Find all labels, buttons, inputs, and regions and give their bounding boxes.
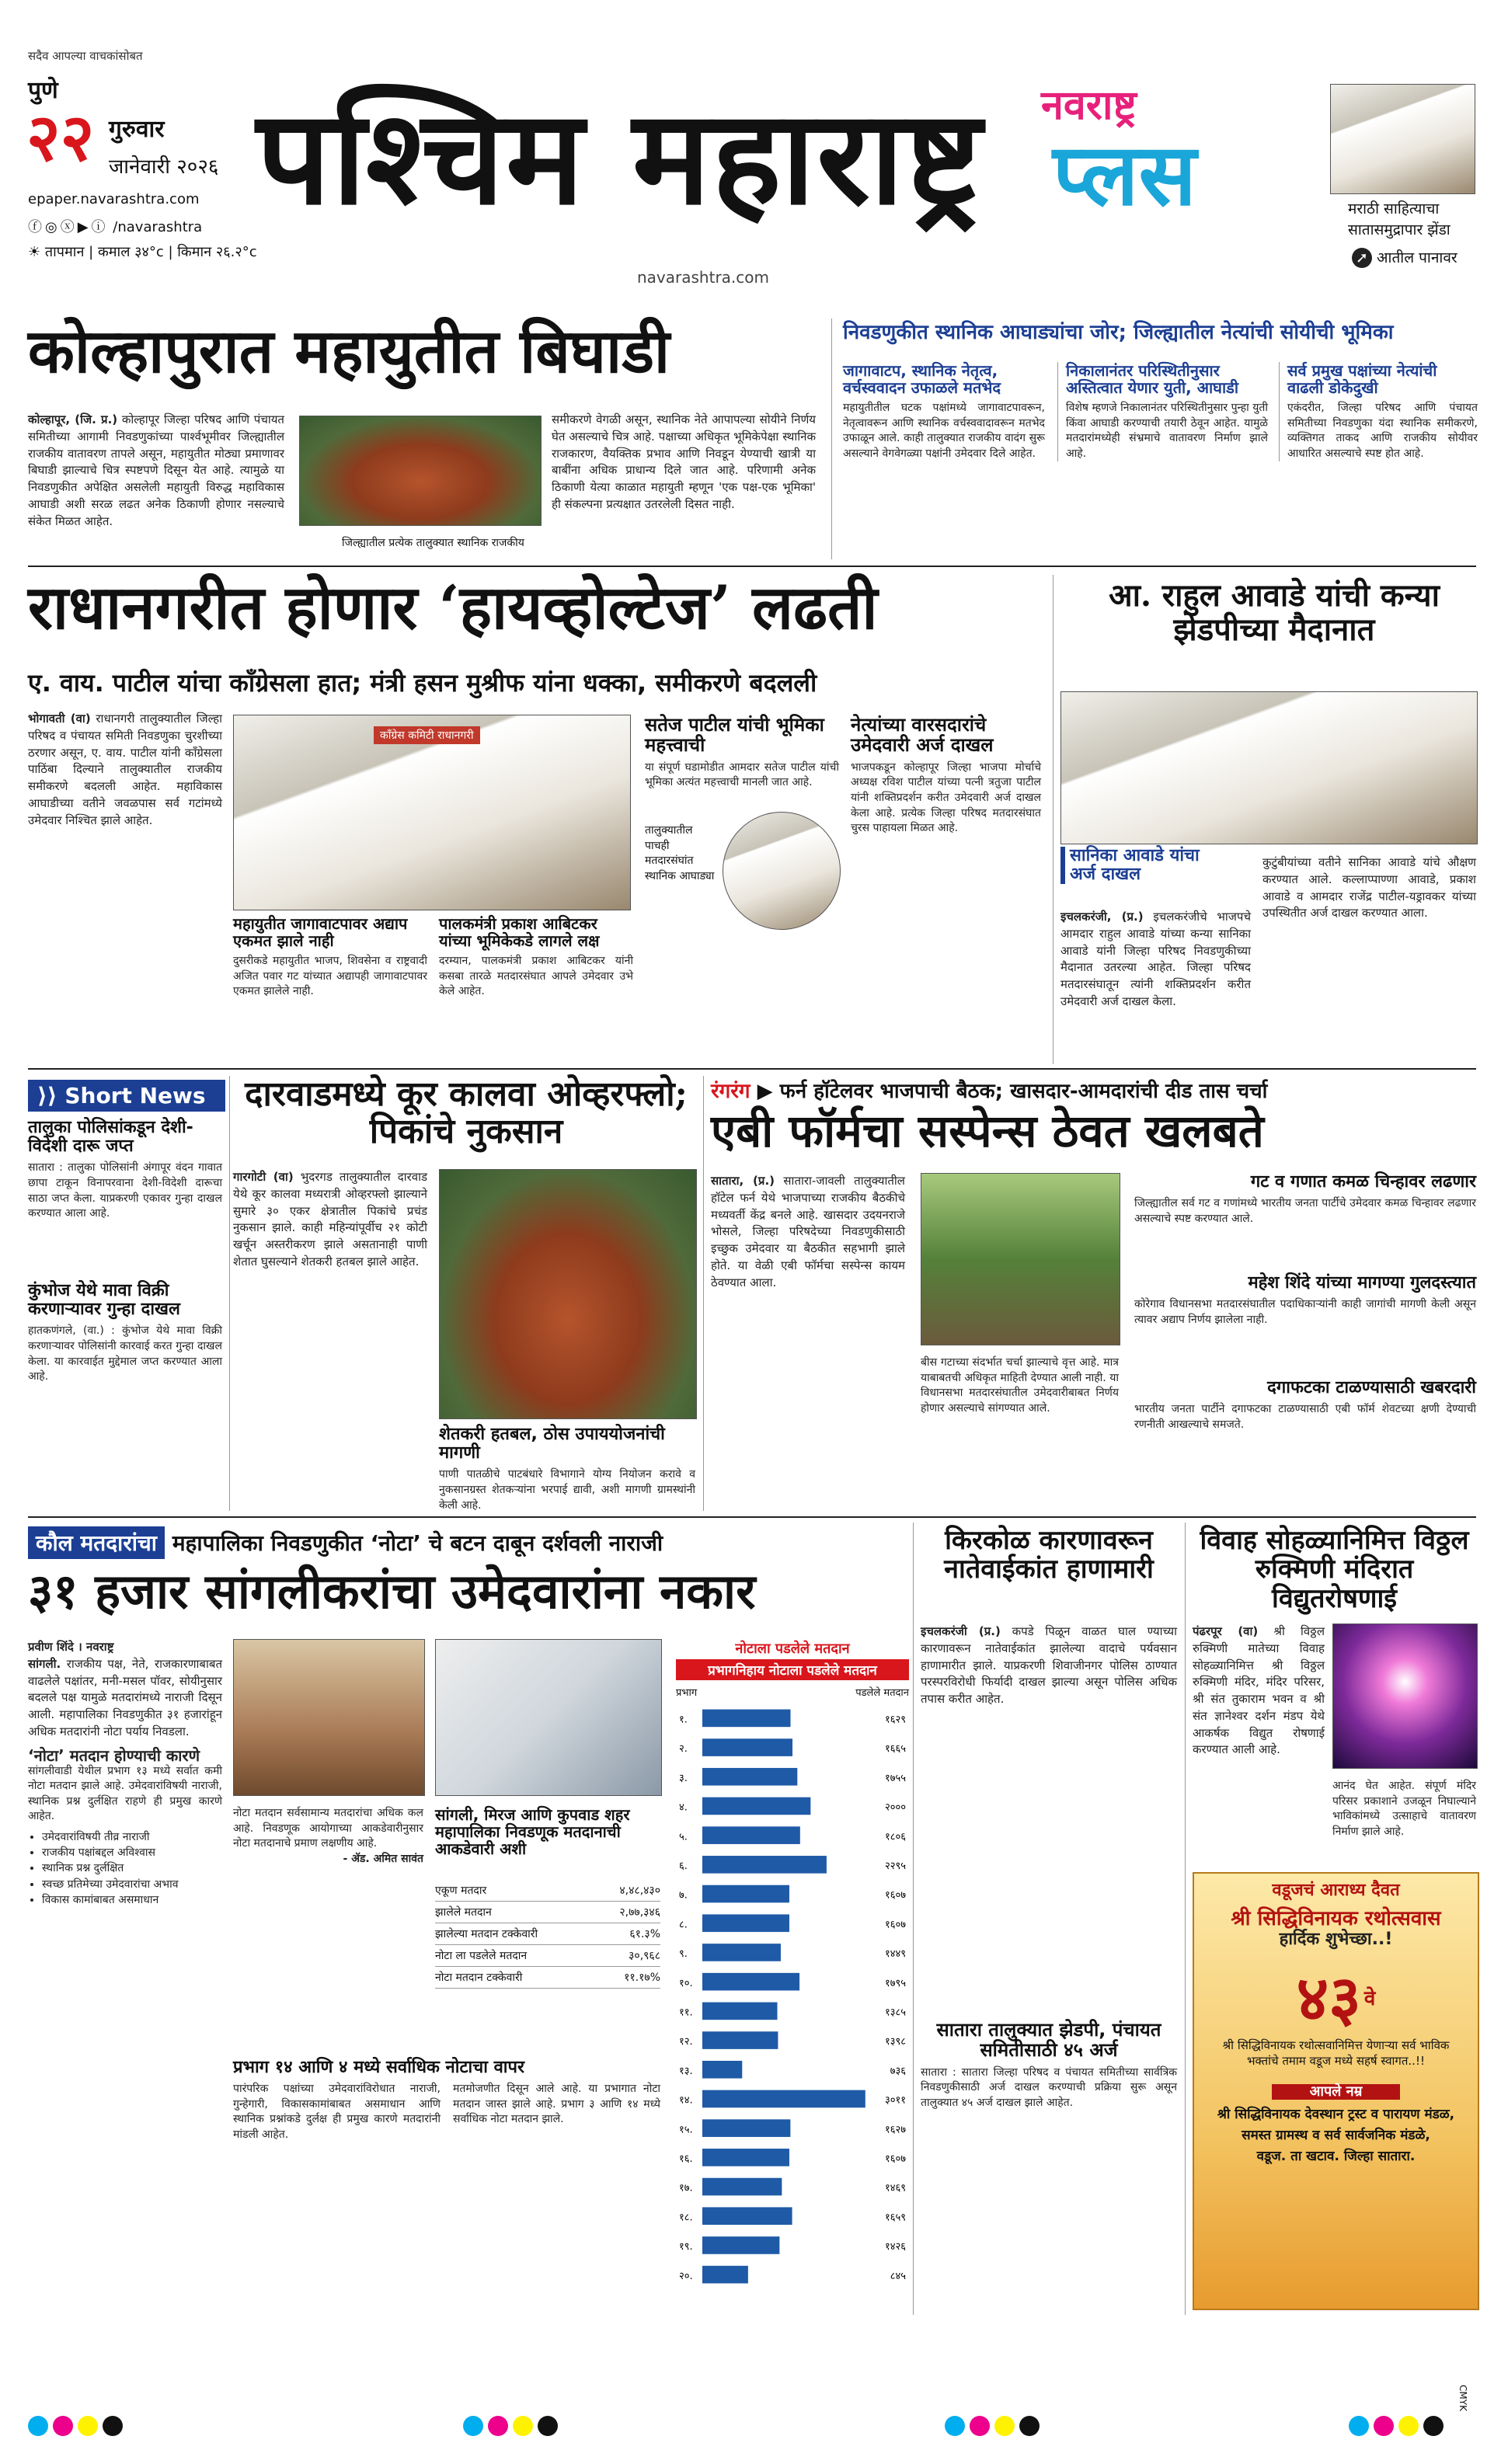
ab-r1-body: जिल्ह्यातील सर्व गट व गणांमध्ये भारतीय जनता पार्टीचे उमेदवार कमळ चिन्हावर लढणार असल्याचे स्पष्ट करण्यात आले. [1134,1197,1476,1225]
ab-kicker-icon: ▶ [757,1080,773,1103]
ab-body-text: सातारा-जावली तालुक्यातील हॉटेल फर्न येथे भाजपाच्या राजकीय बैठकीचे मध्यवर्ती केंद्र बनले आहे. खासदार उदयनराजे भोसले, जिल्हा परिषदेच्या निवडणुकीसाठी इच्छुक उमेदवार या बैठकीत सहभागी झाले होते. या वेळी एबी फॉर्मचा सस्पेन्स कायम ठेवण्यात आला. [711,1174,905,1289]
edition-city: पुणे [28,77,58,104]
cmyk-label: CMYK [1457,2385,1468,2411]
nota-sub2-cols [233,2082,660,2142]
chart-value-label: १३८५ [884,2006,906,2019]
satej-caption: तालुक्यातील पाचही मतदारसंघांत स्थानिक आघाड्या [645,824,715,882]
column-rule [1185,1523,1186,2315]
chart-category-label: ५. [679,1831,688,1843]
chart-category-label: १६. [679,2153,693,2166]
table-row [435,1945,660,1967]
chart-bar [702,2266,748,2284]
local-col-3-body: एकंदरीत, जिल्हा परिषद आणि पंचायत समितीच्या निवडणुका यंदा स्थानिक समीकरणे, व्यक्तिगत ताकद आणि राजकीय सोयीवर आधारित असल्याचे स्पष्ट होत आहे. [1287,402,1478,460]
darwad-headline: दारवाडमध्ये कूर कालवा ओव्हरफ्लो; पिकांचे नुकसान [245,1074,688,1152]
chart-category-label: १५. [679,2124,693,2136]
ab-photo [921,1173,1120,1345]
satej-body: या संपूर्ण घडामोडीत आमदार सतेज पाटील यांची भूमिका अत्यंत महत्त्वाची मानली जात आहे. [645,760,839,789]
warsdar-body: भाजपकडून कोल्हापूर जिल्हा भाजपा मोर्चाचे अध्यक्ष रविश पाटील यांच्या पत्नी त्रतुजा पाटील यांनी शक्तिप्रदर्शन करीत उमेदवारी अर्ज दाखल केला आहे. प्रत्येक जिल्हा परिषद मतदारसंघात चुरस पाहायला मिळत आहे. [851,760,1041,835]
vitthal-photo [1332,1624,1478,1769]
nota-headline: ३१ हजार सांगलीकरांचा उमेदवारांना नकार [28,1563,756,1620]
stat-label: झालेले मतदान [435,1906,492,1919]
ab-right-2 [1134,1274,1476,1328]
ab-r2-body: कोरेगाव विधानसभा मतदारसंघातील पदाधिकाऱ्यांनी काही जागांची मागणी केली असून त्यावर अद्याप निर्णय झालेला नाही. [1134,1298,1476,1326]
nota-kicker-row [28,1526,663,1559]
chart-xlabel: पडलेले मतदान [855,1687,909,1699]
chart-axis-labels [676,1685,909,1699]
table-row [435,1880,660,1902]
radhanagari-subhead: ए. वाय. पाटील यांचा काँग्रेसला हात; मंत्री हसन मुश्रीफ यांना धक्का, समीकरणे बदलली [28,668,817,698]
stat-label: नोटा ला पडलेले मतदान [435,1950,528,1962]
ad-org2: समस्त ग्रामस्थ व सर्व सार्वजनिक मंडळे, [1242,2127,1430,2143]
darwad-sub-body: पाणी पातळीचे पाटबंधारे विभागाने योग्य नियोजन करावे व नुकसानग्रस्त शेतकऱ्यांना भरपाई द्यावी, अशी मागणी ग्रामस्थांनी केली आहे. [439,1468,695,1512]
short-news-item-2 [28,1282,222,1385]
ab-right-3 [1134,1379,1476,1432]
kirkol-dateline: इचलकरंजी (प्र.) [921,1624,1001,1638]
chart-bar [702,1768,797,1786]
chart-value-label: १६६५ [884,1743,906,1756]
ab-r1-head: गट व गणात कमळ चिन्हावर लढणार [1250,1172,1476,1192]
ad-title: श्री सिद्धिविनायक रथोत्सवास [1231,1907,1441,1931]
ab-right-1 [1134,1173,1476,1227]
vitthal-body [1193,1624,1325,1759]
reg-marks-left [28,2416,127,2439]
warsdar-head: नेत्यांच्या वारसदारांचे उमेदवारी अर्ज दाखल [851,714,994,757]
nota-mid-body [233,1806,423,1867]
chart-category-label: ४. [679,1801,688,1814]
radhanagari-dateline: भोगावती (वा) [28,712,91,726]
weather-label: तापमान [44,244,85,260]
ab-r3-body: भारतीय जनता पार्टीने दगाफटका टाळण्यासाठी एबी फॉर्म शेवटच्या क्षणी देण्याची रणनीती आखल्याचे समजते. [1134,1403,1476,1431]
chart-bar [702,2119,790,2137]
chart-value-label: १४६९ [884,2182,906,2194]
footer-registration [28,2385,1476,2447]
promo-photo [1330,84,1475,194]
chart-category-label: २. [679,1743,688,1756]
nota-stats-title: सांगली, मिरज आणि कुपवाड शहर महापालिका निवडणूक मतदानाची आकडेवारी अशी [435,1805,630,1858]
short-1-head: तालुका पोलिसांकडून देशी-विदेशी दारू जप्त [28,1118,193,1157]
column-rule [703,1076,704,1511]
chart-value-label: ७३६ [890,2065,906,2077]
stat-value: २,७७,३४६ [619,1906,660,1919]
nota-sub-head: ‘नोटा’ मतदान होण्याची कारणे [28,1745,200,1765]
chart-bar [702,2061,742,2079]
nota-mid-text: नोटा मतदान सर्वसामान्य मतदारांचा अधिक कल आहे. निवडणूक आयोगाच्या आकडेवारीनुसार नोटा मतदानाचे प्रमाण लक्षणीय आहे. [233,1807,423,1850]
nota-reasons [42,1829,222,1908]
darwad-dateline: गारगोटी (वा) [233,1170,294,1184]
satej-box [645,715,839,791]
brand-bottom: प्लस [1053,125,1196,224]
darwad-body-text: भुदरगड तालुक्यातील दारवाड येथे कूर कालवा मध्यरात्री ओव्हरफ्लो झाल्याने सुमारे ३० एकर क्षेत्रातील पिकांचे प्रचंड नुकसान झाले. काही महिन्यांपूर्वीच २१ कोटी खर्चून अस्तरीकरण झाले असतानाही पाणी शेतात घुसल्याने शेतकरी हतबल झाले आहेत. [233,1170,427,1269]
chart-category-label: ९. [679,1948,688,1961]
chart-value-label: १३९८ [884,2036,906,2048]
warsdar-box [851,715,1041,837]
local-col-2 [1057,362,1268,461]
chart-bar [702,1914,789,1932]
ad-org: श्री सिद्धिविनायक देवस्थान ट्रस्ट व पारायण मंडळ, [1217,2106,1455,2122]
awade-body [1060,909,1251,1011]
awade-photo [1060,691,1478,844]
vitthal-headline: विवाह सोहळ्यानिमित्त विठ्ठल रुक्मिणी मंदिरात विद्युतरोषणाई [1200,1525,1469,1614]
chart-category-label: ८. [679,1919,688,1931]
chart-bar [702,1826,800,1844]
local-col-1 [843,362,1045,461]
local-box [831,318,1477,559]
kirkol-body [921,1624,1177,1708]
vitthal-body-b: आनंद घेत आहेत. संपूर्ण मंदिर परिसर प्रकाशाने उजळून निघाल्याने भाविकांमध्ये उत्साहाचे वातावरण निर्माण झाले आहे. [1332,1780,1476,1838]
radhanagari-sub1-body: दुसरीकडे महायुतीत भाजप, शिवसेना व राष्ट्रवादी अजित पवार गट यांच्यात अद्यापही जागावाटपावर एकमत झालेले नाही. [233,955,427,998]
table-row [435,1967,660,1989]
chart-subtitle: प्रभागनिहाय नोटाला पडलेले मतदान [676,1659,909,1680]
reg-marks-right [945,2416,1044,2439]
chart-category-label: १९. [679,2241,693,2253]
nota-body [28,1639,222,1908]
ad-year-label: वे [1363,1986,1376,2010]
ab-body [711,1173,905,1291]
vitthal-body-text: श्री विठ्ठल रुक्मिणी मातेच्या विवाह सोहळ्यानिमित्त श्री विठ्ठल रुक्मिणी मंदिर, मंदिर परिसर, श्री संत तुकाराम भवन व श्री संत ज्ञानेश्वर दर्शन मंडप येथे आकर्षक विद्युत रोषणाई करण्यात आली आहे. [1193,1624,1325,1757]
awade-body-text: इचलकरंजीचे भाजपचे आमदार राहुल आवाडे यांच्या कन्या सानिका आवाडे यांनी जिल्हा परिषद निवडणुकीच्या मैदानात उतरल्या आहेत. जिल्हा परिषद मतदारसंघातून त्यांनी शक्तिप्रदर्शन करीत उमेदवारी अर्ज दाखल केला. [1060,910,1251,1008]
list-item: • स्वच्छ प्रतिमेच्या उमेदवारांचा अभाव [42,1877,222,1892]
local-col-2-body: विशेष म्हणजे निकालानंतर परिस्थितीनुसार पुन्हा युती किंवा आघाडी करण्याची तयारी ठेवून आहेत. यामुळे मतदारांमध्येही संभ्रमाचे वातावरण निर्माण झाले आहे. [1066,402,1268,460]
kirkol-headline: किरकोळ कारणावरून नातेवाईकांत हाणामारी [944,1525,1154,1585]
satej-head: सतेज पाटील यांची भूमिका महत्त्वाची [645,714,824,757]
radhanagari-sub2 [439,915,633,1000]
site-url[interactable]: navarashtra.com [637,268,769,287]
ad-number-row [1194,1961,1478,2034]
chart-bar [702,1973,799,1991]
nota-sub2-body-b: मतमोजणीत दिसून आले आहे. या प्रभागात नोटा मतदान जास्त झाले आहे. प्रभाग ३ आणि १४ मध्ये सर्वाधिक नोटा मतदान झाले. [453,2083,660,2126]
ab-kicker: फर्न हॉटेलवर भाजपाची बैठक; खासदार-आमदारांची दीड तास चर्चा [779,1080,1268,1103]
edition-date-number: २२ [26,99,95,176]
chart-value-label: १६२७ [884,2124,906,2136]
chart-bar [702,2149,789,2166]
chart-bar [702,1856,827,1874]
radhanagari-body [28,711,222,829]
promo-link[interactable] [1352,247,1457,268]
weather-row: ☀ तापमान | कमाल ३४°c | किमान २६.२°c [28,244,257,260]
local-col-1-body: महायुतीतील घटक पक्षांमध्ये जागावाटपावरून, नेतृत्वावरून आणि स्थानिक वर्चस्ववादावरून मतभेद उफाळून आले. काही तालुक्यात राजकीय वादंग सुरू असल्याने वेगवेगळ्या पक्षांनी उमेदवार दिले आहेत. [843,402,1045,460]
masthead-tagline: सदैव आपल्या वाचकांसोबत [28,49,143,63]
chart-bar [702,2178,782,2196]
chart-value-label: १६२९ [884,1714,906,1726]
nota-sub2 [233,2059,660,2143]
chart-value-label: ८४५ [890,2270,906,2282]
chart-category-label: ३. [679,1772,688,1784]
lead-photo [299,416,542,526]
promo-caption-2: सातासमुद्रापार झेंडा [1348,221,1451,238]
chart-bar [702,2090,865,2108]
chart-category-label: १३. [679,2065,693,2077]
chart-value-label: २००० [884,1801,906,1814]
list-item: • स्थानिक प्रश्न दुर्लक्षित [42,1860,222,1876]
divider [28,1516,1476,1518]
chart-bar [702,1710,791,1728]
kirkol-sub [921,2020,1177,2111]
awade-photo-tag: सानिका आवाडे यांचा अर्ज दाखल [1060,847,1217,884]
edition-month-year: जानेवारी २०२६ [109,155,219,179]
nota-tag: कौल मतदारांचा [28,1526,165,1559]
radhanagari-sub1-head: महायुतीत जागावाटपावर अद्याप एकमत झाले नाही [233,914,408,950]
short-news-label [28,1080,225,1112]
darwad-body [233,1169,427,1271]
kirkol-body-text: कपडे पिळून वाळत घाल ण्याच्या कारणावरून नातेवाईकांत झालेल्या वादाचे पर्यवसान हाणामारीत झाले. याप्रकरणी शिवाजीनगर पोलिस ठाण्यात परस्परविरोधी फिर्यादी दाखल झाल्या असून पोलिस अधिक तपास करीत आहेत. [921,1624,1177,1706]
radhanagari-photo [233,715,631,910]
local-col-3-head: सर्व प्रमुख पक्षांच्या नेत्यांची वाढली डोकेदुखी [1287,361,1437,397]
stat-value: ३०,९६८ [629,1950,660,1962]
chart-bar [702,1944,781,1961]
nota-sub2-head: प्रभाग १४ आणि ४ मध्ये सर्वाधिक नोटाचा वापर [233,2058,524,2077]
ab-dateline: सातारा, (प्र.) [711,1174,775,1188]
ad-number: ४३ [1296,1961,1361,2034]
lead-dateline: कोल्हापूर, (जि. प्र.) [28,412,118,426]
nota-photo-evm [435,1639,662,1796]
ab-kicker-row [711,1076,1267,1104]
column-rule [229,1076,230,1511]
ad-greeting: हार्दिक शुभेच्छा..! [1279,1929,1393,1949]
edition-day: गुरुवार [109,116,165,143]
chart-title: नोटाला पडलेले मतदान [735,1641,850,1657]
chart-category-label: १४. [679,2094,693,2107]
chart-category-label: १७. [679,2182,693,2194]
stat-label: झालेल्या मतदान टक्केवारी [435,1928,538,1940]
ad-place: वडूज. ता खटाव. जिल्हा सातारा. [1256,2148,1416,2164]
local-box-kicker: निवडणुकीत स्थानिक आघाड्यांचा जोर; जिल्ह्यातील नेत्यांची सोयीची भूमिका [843,321,1394,344]
chart-bar [702,2031,778,2049]
nota-body-text: राजकीय पक्ष, नेते, राजकारणाबाबत वाढलेले पक्षांतर, मनी-मसल पॉवर, सोयीनुसार बदलले पक्ष यामुळे मतदारांमध्ये नाराजी दिसून आली. महापालिका निवडणुकीत ३१ हजारांहून अधिक मतदारांनी नोटा पर्याय निवडला. [28,1656,222,1738]
short-1-body: सातारा : तालुका पोलिसांनी अंगापूर वंदन गावात छापा टाकून विनापरवाना देशी-विदेशी दारूचा साठा जप्त केला. याप्रकरणी एकावर गुन्हा दाखल करण्यात आला आहे. [28,1161,222,1220]
social-row [28,216,202,236]
divider [28,566,1476,567]
newspaper-title: पश्चिम महाराष्ट्र [256,80,984,234]
chart-value-label: १६०७ [884,2153,906,2166]
chart-category-label: ६. [679,1860,688,1873]
list-item: • उमेदवारांविषयी तीव्र नाराजी [42,1829,222,1845]
chart-bar [702,2236,779,2254]
kirkol-sub-head: सातारा तालुक्यात झेडपी, पंचायत समितीसाठी ४५ अर्ज [936,2019,1161,2062]
promo-link-label: आतील पानावर [1377,249,1457,266]
chart-bar [702,1885,789,1903]
weather-icon: ☀ [28,244,41,260]
ab-r3-head: दगाफटका टाळण्यासाठी खबरदारी [1267,1378,1476,1397]
chart-ylabel: प्रभाग [676,1687,698,1699]
table-row [435,1923,660,1945]
ab-r2-head: महेश शिंदे यांच्या मागण्या गुलदस्त्यात [1248,1273,1476,1293]
reg-marks-center [463,2416,562,2439]
vitthal-dateline: पंढरपूर (वा) [1193,1624,1259,1638]
masthead [0,0,1501,299]
ab-tag: रंगरंग [711,1080,750,1103]
darwad-sub-head: शेतकरी हतबल, ठोस उपाययोजनांची मागणी [439,1425,665,1463]
chart-value-label: १४४९ [884,1948,906,1961]
darwad-sub [439,1425,695,1513]
social-icons[interactable]: ⓕ◎ⓧ▶ⓘ [28,219,109,235]
short-news-text: Short News [64,1083,206,1108]
radhanagari-sub1 [233,915,427,1000]
chart-bar [702,1798,810,1815]
ad-top: वडूजचं आराध्य दैवत [1272,1881,1400,1900]
local-col-3 [1279,362,1478,461]
chart-category-label: १८. [679,2212,693,2224]
short-2-head: कुंभोज येथे मावा विक्री करणाऱ्यावर गुन्हा दाखल [28,1281,180,1320]
nota-stats-table [435,1880,660,1989]
rathotsav-ad[interactable] [1193,1872,1479,2310]
darwad-photo [439,1169,697,1419]
local-col-1-head: जागावाटप, स्थानिक नेतृत्व, वर्चस्ववादन उफाळले मतभेद [843,361,1001,397]
chart-value-label: १६०७ [884,1889,906,1902]
column-rule [913,1523,914,2315]
radhanagari-body-text: राधानगरी तालुक्यातील जिल्हा परिषद व पंचायत समिती निवडणुका चुरशीच्या ठरणार असून, ए. वाय. पाटील यांनी काँग्रेसला पाठिंबा दिल्याने तालुक्यातील राजकीय समीकरणे बदलली आहेत. महाविकास आघाडीच्या वतीने जवळपास सर्व गटांमध्ये उमेदवार निश्चित झाले आहेत. [28,712,222,827]
lead-body-1-text: कोल्हापूर जिल्हा परिषद आणि पंचायत समितीच्या आगामी निवडणुकांच्या पार्श्वभूमीवर जिल्ह्यातील राजकीय वातावरण तापले असून, महायुतीत मोठ्या प्रमाणावर बिघाडी झाल्याचे चित्र स्पष्टपणे दिसून येत आहे. त्यामुळे या निवडणुकीत अपेक्षित असलेली महायुती विरुद्ध महाविकास आघाडी अशी सरळ लढत अनेक ठिकाणी होणार नसल्याचे संकेत मिळत आहेत. [28,412,284,528]
ab-headline: एबी फॉर्मचा सस्पेन्स ठेवत खलबते [711,1105,1264,1157]
reg-marks-far [1349,2416,1448,2439]
ad-invite: आपले नम्र [1272,2084,1400,2100]
stat-label: नोटा मतदान टक्केवारी [435,1972,523,1984]
chart-value-label: २२९५ [884,1860,906,1873]
temp-max: कमाल ३४°c [97,244,164,260]
chart-category-label: १२. [679,2036,693,2048]
lead-photo-caption: जिल्ह्यातील प्रत्येक तालुक्यात स्थानिक राजकीय [342,537,524,549]
chart-bar [702,2003,778,2020]
short-news-icon: ⟩⟩ [37,1083,57,1108]
social-handle[interactable]: /navarashtra [113,219,203,235]
awade-body-right: कुटुंबीयांच्या वतीने सानिका आवाडे यांचे औक्षण करण्यात आले. कल्लाप्पाण्णा आवाडे, प्रकाश आवाडे व आमदार राजेंद्र पाटील-यड्रावकर यांच्या उपस्थितीत अर्ज दाखल करण्यात आला. [1262,855,1476,921]
nota-mid-sign: - ॲड. अमित सावंत [343,1852,423,1865]
chart-bar [702,2207,792,2225]
short-2-body: हातकणंगले, (वा.) : कुंभोज येथे मावा विक्री करणाऱ्यावर पोलिसांनी कारवाई करत गुन्हा दाखल केला. या कारवाईत मुद्देमाल जप्त करण्यात आला आहे. [28,1324,222,1383]
temp-min: किमान २६.२°c [177,244,257,260]
list-item: • राजकीय पक्षांबद्दल अविश्वास [42,1845,222,1860]
satej-photo [723,812,841,930]
radhanagari-headline: राधानगरीत होणार ‘हायव्होल्टेज’ लढती [28,572,878,643]
list-item: • विकास कामांबाबत असमाधान [42,1892,222,1908]
chart-value-label: १७५५ [884,1772,906,1784]
awade-dateline: इचलकरंजी, (प्र.) [1060,910,1144,924]
arrow-icon: ➚ [1352,248,1372,268]
ad-body: श्री सिद्धिविनायक रथोत्सवानिमित्त येणाऱ्या सर्व भाविक भक्तांचे तमाम वडूज मध्ये सहर्ष स्वागत..!! [1222,2038,1450,2068]
kirkol-sub-body: सातारा : सातारा जिल्हा परिषद व पंचायत समितीच्या सार्वत्रिक निवडणुकीसाठी अर्ज दाखल करण्याची प्रक्रिया सुरू असून तालुक्यात ४५ अर्ज दाखल झाले आहेत. [921,2066,1177,2109]
chart-value-label: १६०७ [884,1919,906,1931]
nota-dateline: सांगली. [28,1656,61,1671]
local-col-2-head: निकालानंतर परिस्थितीनुसार अस्तित्वात येणार युती, आघाडी [1066,361,1239,397]
divider [28,1068,1476,1070]
nota-kicker: महापालिका निवडणुकीत ‘नोटा’ चे बटन दाबून दर्शवली नाराजी [172,1530,663,1556]
chart-category-label: ७. [679,1889,688,1902]
nota-bar-chart [676,1699,909,2289]
chart-value-label: १७९५ [884,1977,906,1989]
awade-headline: आ. राहुल आवाडे यांची कन्या झेडपीच्या मैदानात [1109,577,1440,648]
radhanagari-sub2-head: पालकमंत्री प्रकाश आबिटकर यांच्या भूमिकेकडे लागले लक्ष [439,914,600,950]
chart-value-label: १६५९ [884,2212,906,2224]
lead-body-2: समीकरणे वेगळी असून, स्थानिक नेते आपापल्या सोयीने निर्णय घेत असल्याचे चित्र आहे. पक्षाच्या अधिकृत भूमिकेपेक्षा स्थानिक राजकारण, वैयक्तिक प्रभाव आणि निवडून येण्याची खात्री या बाबींना अधिक प्राधान्य दिले जात आहे. परिणामी अनेक ठिकाणी येत्या काळात महायुती म्हणून 'एक पक्ष-एक भूमिका' ही संकल्पना प्रत्यक्षात उतरलेली दिसत नाही. [552,412,816,511]
chart-category-label: १. [679,1714,688,1726]
lead-body-1 [28,412,284,530]
stat-value: ११.१७% [624,1972,660,1984]
stat-value: ४,४८,४३० [619,1885,660,1897]
brand-top: नवराष्ट्र [1041,82,1137,129]
stat-value: ६१.३% [629,1928,660,1940]
nota-sub2-body: पारंपरिक पक्षांच्या उमेदवारांविरोधात नाराजी, गुन्हेगारी, विकासकामांबाबत असमाधान आणि स्थानिक प्रश्नांकडे दुर्लक्ष ही प्रमुख कारणे मतदारांनी मांडली आहेत. [233,2083,441,2141]
chart-value-label: १४२६ [884,2241,906,2253]
nota-sub-body: सांगलीवाडी येथील प्रभाग १३ मध्ये सर्वात कमी नोटा मतदान झाले आहे. उमेदवारांविषयी नाराजी, स्थानिक प्रश्न दुर्लक्षित राहणे ही प्रमुख कारणे आहेत. [28,1764,222,1823]
chart-category-label: १०. [679,1977,693,1989]
chart-bar [702,1738,792,1756]
photo-banner: काँग्रेस कमिटी राधानगरी [374,726,480,744]
chart-value-label: ३०११ [884,2094,906,2107]
nota-byline: प्रवीण शिंदे । नवराष्ट्र [28,1640,114,1654]
epaper-link[interactable]: epaper.navarashtra.com [28,191,200,207]
nota-chart [676,1639,909,2307]
stat-label: एकूण मतदार [435,1885,487,1897]
nota-photo-building [233,1639,425,1796]
promo-caption-1: मराठी साहित्याचा [1348,200,1440,218]
ab-col-body: बीस गटाच्या संदर्भात चर्चा झाल्याचे वृत्त आहे. मात्र याबाबतची अधिकृत माहिती देण्यात आली नाही. या विधानसभा मतदारसंघातील उमेदवारीबाबत निर्णय होणार असल्याचे सांगण्यात आले. [921,1356,1119,1415]
lead-headline: कोल्हापुरात महायुतीत बिघाडी [28,316,670,387]
short-news-item-1 [28,1119,222,1222]
radhanagari-sub2-body: दरम्यान, पालकमंत्री प्रकाश आबिटकर यांनी कसबा तारळे मतदारसंघात आपले उमेदवार उभे केले आहेत. [439,955,633,998]
chart-category-label: २०. [679,2270,693,2282]
table-row [435,1902,660,1923]
chart-value-label: १८०६ [884,1831,906,1843]
chart-category-label: ११. [679,2006,693,2019]
